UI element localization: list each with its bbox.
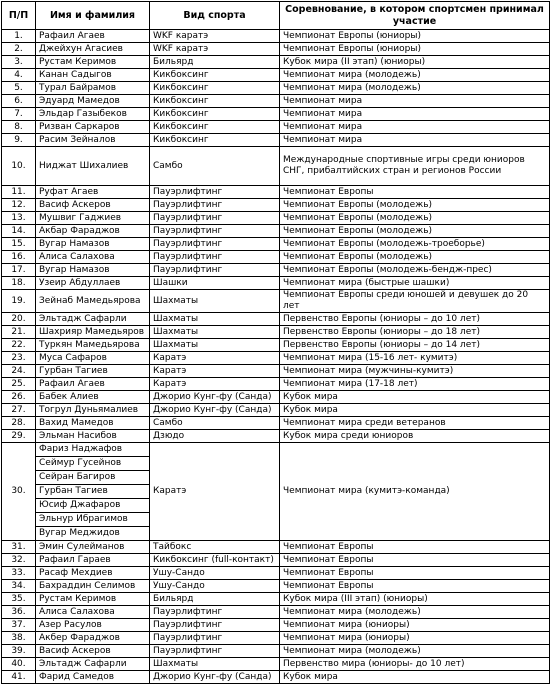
athlete-name: Туркян Мамедьярова [36, 339, 150, 352]
row-number: 26. [2, 391, 36, 404]
table-row [2, 378, 550, 391]
competition-name: Чемпионат Европы (молодежь-бендж-прес) [280, 264, 550, 277]
competition-name: Международные спортивные игры среди юниоров СНГ, прибалтийских стран и регионов России [280, 147, 550, 186]
competition-name: Чемпионат мира (быстрые шашки) [280, 277, 550, 290]
competition-name: Чемпионат мира [280, 121, 550, 134]
athlete-name: Сеймур Гусейнов [36, 457, 150, 471]
table-row [2, 580, 550, 593]
sport-name: Каратэ [150, 443, 280, 541]
competition-name: Чемпионат мира (юниоры) [280, 632, 550, 645]
competition-name: Чемпионат мира (молодежь) [280, 69, 550, 82]
athlete-name: Руфат Агаев [36, 186, 150, 199]
row-number: 14. [2, 225, 36, 238]
row-number: 37. [2, 619, 36, 632]
table-row [2, 251, 550, 264]
athlete-name: Васиф Аскеров [36, 645, 150, 658]
athlete-name: Эльдар Газыбеков [36, 108, 150, 121]
sport-name: Пауэрлифтинг [150, 606, 280, 619]
athlete-name: Акбер Фараджов [36, 632, 150, 645]
header-row [2, 2, 550, 30]
table-row [2, 671, 550, 684]
competition-name: Чемпионат мира [280, 108, 550, 121]
competition-name: Чемпионат мира (молодежь) [280, 606, 550, 619]
row-number: 7. [2, 108, 36, 121]
competition-name: Чемпионат Европы (юниоры) [280, 30, 550, 43]
competition-name: Чемпионат мира (15-16 лет- кумитэ) [280, 352, 550, 365]
row-number: 23. [2, 352, 36, 365]
athlete-name: Эмин Сулейманов [36, 541, 150, 554]
row-number: 35. [2, 593, 36, 606]
row-number: 21. [2, 326, 36, 339]
row-number: 30. [2, 443, 36, 541]
table-row [2, 606, 550, 619]
row-number: 34. [2, 580, 36, 593]
table-row [2, 593, 550, 606]
sport-name: Пауэрлифтинг [150, 212, 280, 225]
sport-name: Пауэрлифтинг [150, 225, 280, 238]
athlete-name: Вахид Мамедов [36, 417, 150, 430]
table-row [2, 404, 550, 417]
athlete-name: Расаф Мехдиев [36, 567, 150, 580]
sport-name: Пауэрлифтинг [150, 619, 280, 632]
competition-name: Чемпионат мира (мужчины-кумитэ) [280, 365, 550, 378]
athlete-name: Эльман Насибов [36, 430, 150, 443]
sport-name: Самбо [150, 147, 280, 186]
table-row [2, 417, 550, 430]
competition-name: Кубок мира (III этап) (юниоры) [280, 593, 550, 606]
table-row [2, 199, 550, 212]
row-number: 33. [2, 567, 36, 580]
competition-name: Первенство мира (юниоры- до 10 лет) [280, 658, 550, 671]
table-row [2, 95, 550, 108]
row-number: 5. [2, 82, 36, 95]
table-row [2, 567, 550, 580]
athlete-name: Вугар Намазов [36, 238, 150, 251]
table-row [2, 186, 550, 199]
athlete-name: Рафаил Агаев [36, 378, 150, 391]
athlete-name: Эльтадж Сафарли [36, 313, 150, 326]
sport-name: Джорио Кунг-фу (Санда) [150, 404, 280, 417]
athlete-name: Ниджат Шихалиев [36, 147, 150, 186]
sport-name: Кикбоксинг [150, 134, 280, 147]
athlete-name: Сейран Багиров [36, 471, 150, 485]
table-row [2, 326, 550, 339]
row-number: 24. [2, 365, 36, 378]
row-number: 38. [2, 632, 36, 645]
row-number: 22. [2, 339, 36, 352]
athlete-name: Бабек Алиев [36, 391, 150, 404]
athlete-name: Рустам Керимов [36, 56, 150, 69]
table-row [2, 391, 550, 404]
competition-name: Чемпионат Европы [280, 580, 550, 593]
sport-name: Бильярд [150, 56, 280, 69]
sport-name: Каратэ [150, 352, 280, 365]
competition-name: Кубок мира (II этап) (юниоры) [280, 56, 550, 69]
competition-name: Чемпионат мира [280, 134, 550, 147]
sport-name: Пауэрлифтинг [150, 186, 280, 199]
table-row [2, 108, 550, 121]
athlete-name: Турал Байрамов [36, 82, 150, 95]
sport-name: Пауэрлифтинг [150, 251, 280, 264]
table-row [2, 619, 550, 632]
athlete-name: Рафаил Гараев [36, 554, 150, 567]
competition-name: Чемпионат Европы (юниоры) [280, 43, 550, 56]
sport-name: Каратэ [150, 365, 280, 378]
sport-name: Тайбокс [150, 541, 280, 554]
table-row [2, 339, 550, 352]
athlete-name: Эльтадж Сафарли [36, 658, 150, 671]
sport-name: WKF каратэ [150, 30, 280, 43]
competition-name: Чемпионат Европы [280, 541, 550, 554]
table-row [2, 645, 550, 658]
athlete-name: Муса Сафаров [36, 352, 150, 365]
sport-name: Джорио Кунг-фу (Санда) [150, 671, 280, 684]
header-num: П/П [2, 2, 36, 30]
athletes-table [1, 1, 550, 684]
athlete-name: Азер Расулов [36, 619, 150, 632]
row-number: 25. [2, 378, 36, 391]
competition-name: Чемпионат мира (кумитэ-команда) [280, 443, 550, 541]
sport-name: Шахматы [150, 326, 280, 339]
athlete-name: Алиса Салахова [36, 251, 150, 264]
table-row [2, 430, 550, 443]
sport-name: Шахматы [150, 313, 280, 326]
athlete-name: Канан Садыгов [36, 69, 150, 82]
row-number: 18. [2, 277, 36, 290]
row-number: 2. [2, 43, 36, 56]
athlete-name: Эдуард Мамедов [36, 95, 150, 108]
competition-name: Чемпионат Европы (молодежь) [280, 199, 550, 212]
competition-name: Чемпионат мира [280, 95, 550, 108]
row-number: 8. [2, 121, 36, 134]
sport-name: Шахматы [150, 658, 280, 671]
table-row [2, 121, 550, 134]
competition-name: Чемпионат мира (17-18 лет) [280, 378, 550, 391]
competition-name: Чемпионат Европы (молодежь-троеборье) [280, 238, 550, 251]
row-number: 19. [2, 290, 36, 313]
header-competition: Соревнование, в котором спортсмен принимал участие [280, 2, 550, 30]
row-number: 20. [2, 313, 36, 326]
athlete-name: Васиф Аскеров [36, 199, 150, 212]
table-row [2, 277, 550, 290]
athlete-name: Мушвиг Гаджиев [36, 212, 150, 225]
sport-name: Пауэрлифтинг [150, 264, 280, 277]
table-row [2, 264, 550, 277]
table-row [2, 313, 550, 326]
athlete-name: Расим Зейналов [36, 134, 150, 147]
sport-name: Ушу-Сандо [150, 567, 280, 580]
competition-name: Чемпионат мира (молодежь) [280, 82, 550, 95]
athlete-name: Фарид Самедов [36, 671, 150, 684]
athlete-name: Гурбан Тагиев [36, 365, 150, 378]
athlete-name: Узеир Абдуллаев [36, 277, 150, 290]
table-row [2, 56, 550, 69]
athlete-name: Тогрул Дуньямалиев [36, 404, 150, 417]
table-row-group [2, 443, 550, 457]
sport-name: Шахматы [150, 339, 280, 352]
row-number: 27. [2, 404, 36, 417]
table-row [2, 554, 550, 567]
athlete-name: Эльнур Ибрагимов [36, 513, 150, 527]
competition-name: Чемпионат Европы [280, 186, 550, 199]
sport-name: Шахматы [150, 290, 280, 313]
table-row [2, 352, 550, 365]
athlete-name: Вугар Меджидов [36, 527, 150, 541]
table-row [2, 290, 550, 313]
row-number: 36. [2, 606, 36, 619]
row-number: 40. [2, 658, 36, 671]
sport-name: Кикбоксинг [150, 121, 280, 134]
competition-name: Первенство Европы (юниоры – до 18 лет) [280, 326, 550, 339]
sport-name: Кикбоксинг [150, 69, 280, 82]
header-sport: Вид спорта [150, 2, 280, 30]
competition-name: Кубок мира [280, 404, 550, 417]
row-number: 1. [2, 30, 36, 43]
athlete-name: Рустам Керимов [36, 593, 150, 606]
sport-name: Шашки [150, 277, 280, 290]
competition-name: Чемпионат Европы (молодежь) [280, 225, 550, 238]
athlete-name: Вугар Намазов [36, 264, 150, 277]
sport-name: Пауэрлифтинг [150, 199, 280, 212]
athlete-name: Рафаил Агаев [36, 30, 150, 43]
athlete-name: Гурбан Тагиев [36, 485, 150, 499]
row-number: 3. [2, 56, 36, 69]
sport-name: Кикбоксинг [150, 82, 280, 95]
sport-name: Пауэрлифтинг [150, 645, 280, 658]
table-row [2, 212, 550, 225]
competition-name: Чемпионат Европы [280, 567, 550, 580]
sport-name: Кикбоксинг [150, 108, 280, 121]
competition-name: Кубок мира среди юниоров [280, 430, 550, 443]
competition-name: Чемпионат Европы (молодежь) [280, 212, 550, 225]
table-row [2, 365, 550, 378]
row-number: 6. [2, 95, 36, 108]
athlete-name: Бахраддин Селимов [36, 580, 150, 593]
row-number: 11. [2, 186, 36, 199]
athlete-name: Джейхун Агасиев [36, 43, 150, 56]
sport-name: Ушу-Сандо [150, 580, 280, 593]
sport-name: Кикбоксинг (full-контакт) [150, 554, 280, 567]
sport-name: Джорио Кунг-фу (Санда) [150, 391, 280, 404]
competition-name: Кубок мира [280, 391, 550, 404]
row-number: 17. [2, 264, 36, 277]
table-row [2, 238, 550, 251]
athlete-name: Акбар Фараджов [36, 225, 150, 238]
table-row [2, 69, 550, 82]
sport-name: Каратэ [150, 378, 280, 391]
table-row [2, 82, 550, 95]
athlete-name: Юсиф Джафаров [36, 499, 150, 513]
sport-name: WKF каратэ [150, 43, 280, 56]
athlete-name: Фариз Наджафов [36, 443, 150, 457]
competition-name: Первенство Европы (юниоры – до 14 лет) [280, 339, 550, 352]
row-number: 15. [2, 238, 36, 251]
competition-name: Чемпионат Европы (молодежь) [280, 251, 550, 264]
competition-name: Чемпионат Европы среди юношей и девушек до 20 лет [280, 290, 550, 313]
row-number: 41. [2, 671, 36, 684]
table-row [2, 43, 550, 56]
table-row [2, 225, 550, 238]
row-number: 39. [2, 645, 36, 658]
row-number: 12. [2, 199, 36, 212]
competition-name: Чемпионат мира (юниоры) [280, 619, 550, 632]
row-number: 28. [2, 417, 36, 430]
row-number: 29. [2, 430, 36, 443]
row-number: 4. [2, 69, 36, 82]
table-row [2, 541, 550, 554]
athlete-name: Зейнаб Мамедьярова [36, 290, 150, 313]
sport-name: Бильярд [150, 593, 280, 606]
table-row [2, 147, 550, 186]
table-row [2, 658, 550, 671]
row-number: 31. [2, 541, 36, 554]
sport-name: Пауэрлифтинг [150, 238, 280, 251]
sport-name: Кикбоксинг [150, 95, 280, 108]
athlete-name: Ризван Саркаров [36, 121, 150, 134]
competition-name: Чемпионат мира (молодежь) [280, 645, 550, 658]
sport-name: Пауэрлифтинг [150, 632, 280, 645]
row-number: 10. [2, 147, 36, 186]
row-number: 16. [2, 251, 36, 264]
sport-name: Самбо [150, 417, 280, 430]
athlete-name: Шахрияр Мамедьяров [36, 326, 150, 339]
table-row [2, 632, 550, 645]
row-number: 32. [2, 554, 36, 567]
table-row [2, 30, 550, 43]
sport-name: Дзюдо [150, 430, 280, 443]
competition-name: Чемпионат Европы [280, 554, 550, 567]
table-row [2, 134, 550, 147]
competition-name: Кубок мира [280, 671, 550, 684]
competition-name: Чемпионат мира среди ветеранов [280, 417, 550, 430]
competition-name: Первенство Европы (юниоры – до 10 лет) [280, 313, 550, 326]
header-name: Имя и фамилия [36, 2, 150, 30]
athlete-name: Алиса Салахова [36, 606, 150, 619]
row-number: 13. [2, 212, 36, 225]
row-number: 9. [2, 134, 36, 147]
